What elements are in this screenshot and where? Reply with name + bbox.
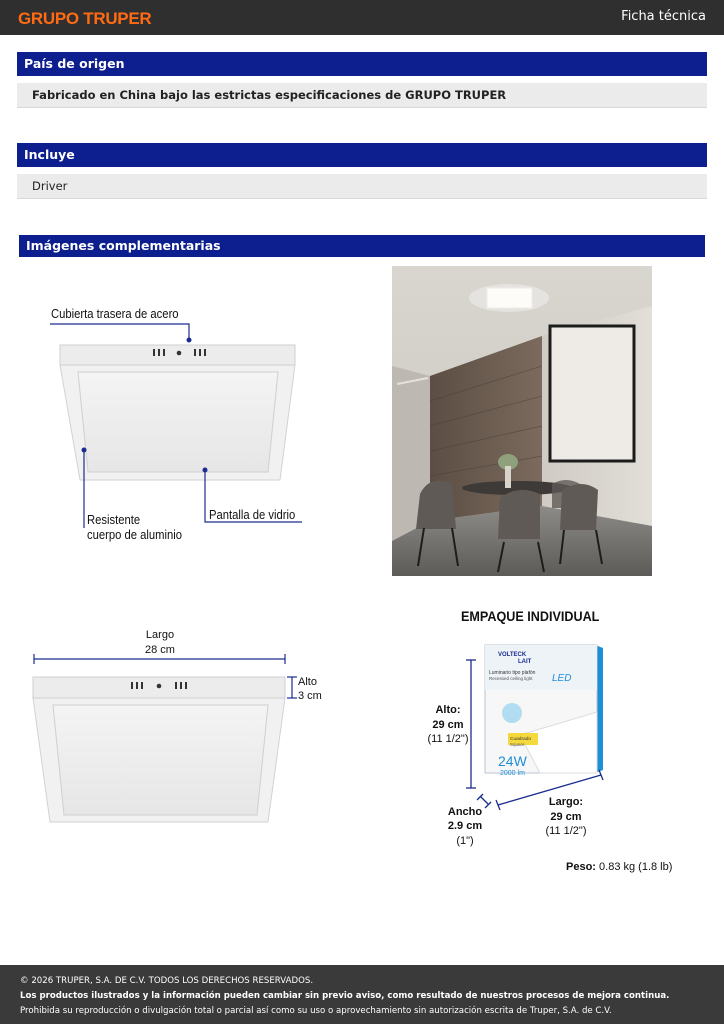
- pkg-ancho-value: 2.9 cm: [447, 820, 483, 832]
- pkg-alto-label: Alto:: [435, 704, 461, 716]
- box-shape2: Square: [510, 742, 525, 747]
- largo-label: Largo: [145, 629, 175, 641]
- header-bar: [0, 0, 724, 35]
- callout-body-line2: cuerpo de aluminio: [87, 528, 183, 542]
- callout-body-line1: Resistente: [87, 513, 141, 527]
- box-desc1: Luminario tipo plafón: [489, 670, 536, 676]
- box-desc2: Recessed ceiling light: [489, 676, 533, 681]
- footer: [0, 965, 724, 1024]
- section-title-incluye: Incluye: [17, 143, 707, 167]
- box-led: LED: [552, 673, 572, 684]
- footer-copyright: © 2026 TRUPER, S.A. DE C.V. TODOS LOS DERECHOS RESERVADOS.: [20, 976, 314, 986]
- pkg-alto-value: 29 cm: [432, 719, 464, 731]
- callout-back-cover: Cubierta trasera de acero: [51, 307, 179, 321]
- section-text-origen: Fabricado en China bajo las estrictas especificaciones de GRUPO TRUPER: [17, 83, 707, 108]
- brand-logo[interactable]: GRUPO TRUPER: [18, 9, 152, 28]
- box-shape1: Cuadrado: [510, 737, 532, 742]
- room-photo: [392, 266, 652, 576]
- box-lumens: 2000 lm: [500, 770, 525, 777]
- pkg-ancho-inches: (1"): [456, 835, 474, 847]
- page-title: Ficha técnica: [621, 9, 706, 24]
- pkg-weight: [566, 860, 673, 874]
- footer-prohibition: Prohibida su reproducción o divulgación total o parcial así como su uso o aprovechamiento sin autorización escrita de Truper, S.A. de C.V.: [20, 1006, 612, 1016]
- pkg-largo-inches: (11 1/2"): [545, 825, 587, 837]
- box-line: LAIT: [518, 659, 532, 665]
- package-title: EMPAQUE INDIVIDUAL: [461, 608, 600, 624]
- footer-notice: Los productos ilustrados y la información pueden cambiar sin previo aviso, como resultado de nuestros procesos de mejora continua.: [20, 991, 670, 1001]
- package-box-diagram: [460, 640, 610, 815]
- alto-value: 3 cm: [298, 690, 322, 702]
- largo-value: 28 cm: [145, 644, 175, 656]
- pkg-ancho-label: Ancho: [447, 806, 483, 818]
- pkg-alto-inches: (11 1/2"): [427, 733, 469, 745]
- pkg-largo-value: 29 cm: [550, 811, 582, 823]
- pkg-weight-value: 0.83 kg (1.8 lb): [599, 861, 673, 873]
- pkg-weight-label: Peso:: [566, 861, 596, 873]
- box-watts: 24W: [498, 753, 527, 769]
- pkg-largo-label: Largo:: [548, 796, 584, 808]
- section-title-imagenes: Imágenes complementarias: [19, 235, 705, 257]
- section-text-incluye: Driver: [17, 174, 707, 199]
- callout-glass: Pantalla de vidrio: [209, 508, 296, 522]
- alto-label: Alto: [298, 676, 317, 688]
- dimension-diagram: [28, 650, 298, 830]
- section-title-origen: País de origen: [17, 52, 707, 76]
- box-brand: VOLTECK: [498, 652, 527, 658]
